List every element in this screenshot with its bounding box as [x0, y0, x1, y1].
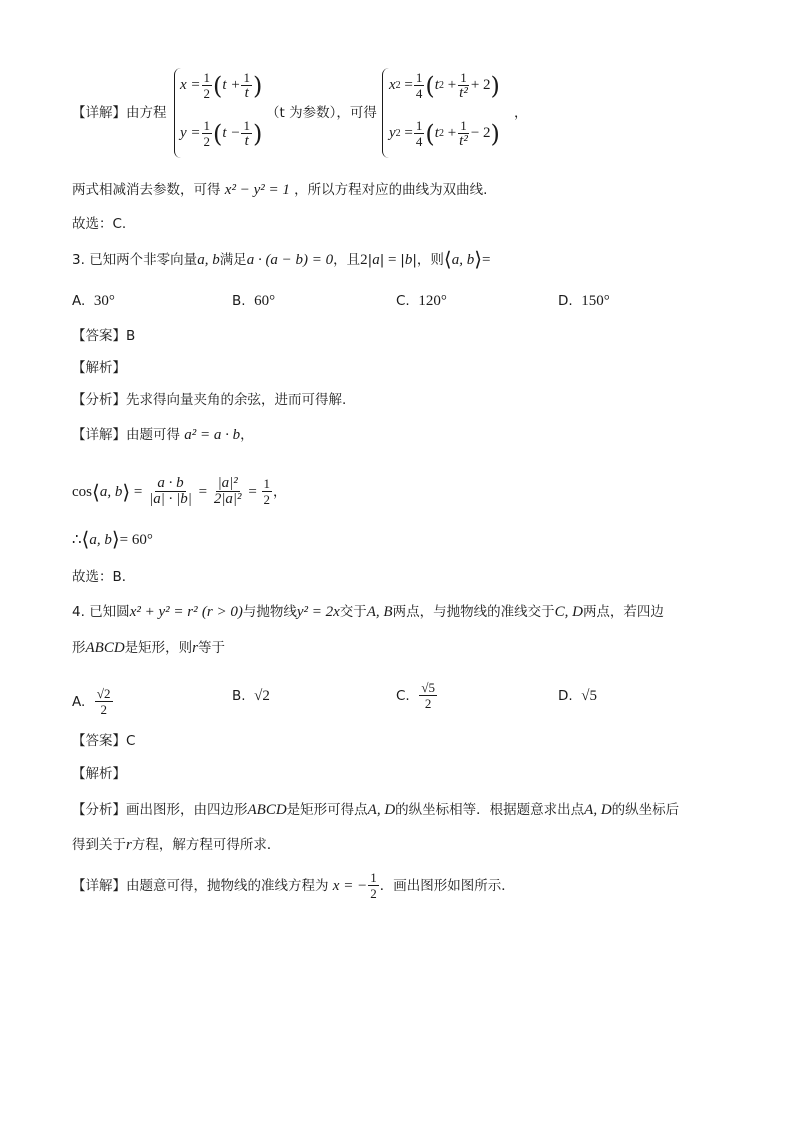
q3-jiexi: 【解析】 — [72, 360, 126, 376]
q3-option-a: A. 30° — [72, 293, 115, 309]
q3-option-d: D. 150° — [558, 293, 610, 309]
fraction-half: $\frac{1}{2}$ — [203, 70, 211, 101]
q3-option-c: C. 120° — [396, 293, 447, 309]
q4-jiexi: 【解析】 — [72, 766, 126, 782]
vector-condition: a · (a − b) = 0 — [246, 252, 334, 268]
question-number: 3. — [72, 252, 85, 268]
q3-answer: 【答案】B — [72, 328, 136, 344]
question-3: 3. 已知两个非零向量a, b满足a · (a − b) = 0，且2|a| = |b|，则⟨a, b⟩= — [72, 247, 491, 271]
q3-analysis: 【分析】先求得向量夹角的余弦，进而可得解. — [72, 392, 347, 408]
q3-cos-line: cos ⟨ a, b ⟩ = $\frac{a \cdot b}{|a| \cdot |b|}$ = $\frac{\text{|a|²}}{\text{2|a|²}}$ = $\frac{1}{2}$ ， — [72, 475, 287, 507]
q4-detail: 【详解】 由题意可得，抛物线的准线方程为 x = − $\frac{1}{2}$ ．画出图形如图所示． — [72, 870, 515, 901]
q4-option-c: C. $\frac{√5}{2}$ — [396, 680, 435, 711]
hyperbola-line: 两式相减消去参数，可得 x² − y² = 1 ，所以方程对应的曲线为双曲线. — [72, 182, 488, 198]
detail-end-comma: ， — [514, 105, 528, 121]
choose-c-line: 故选：C. — [72, 216, 127, 232]
system-2-row-2: y 2 = $\frac{1}{4}$ ( t 2 + $\frac{1}{\text{t²}}$ − 2 ) — [389, 118, 500, 149]
hyperbola-equation: x² − y² = 1 — [224, 182, 290, 198]
detail-tag: 【详解】 — [72, 105, 126, 121]
detail-lead: 由方程 — [126, 105, 167, 121]
system-1-row-1: x = $\frac{1}{2}$ ( t + $\frac{1}{t}$ ) — [180, 70, 263, 101]
detail-1-line — [72, 103, 167, 123]
system-brace-2 — [382, 68, 389, 158]
q4-option-b: B. √2 — [232, 688, 270, 704]
q3-therefore: ∴⟨a, b⟩= 60° — [72, 527, 153, 551]
q4-answer: 【答案】C — [72, 733, 136, 749]
q3-choose: 故选：B． — [72, 569, 136, 585]
system-2-row-1: x 2 = $\frac{1}{4}$ ( t 2 + $\frac{1}{\text{t²}}$ + 2 ) — [389, 70, 500, 101]
q3-option-b: B. 60° — [232, 293, 276, 309]
q3-detail: 【详解】由题可得 a² = a · b， — [72, 427, 254, 443]
q4-option-d: D. √5 — [558, 688, 598, 704]
vector-pair: a, b — [197, 252, 220, 268]
system-1-row-2: y = $\frac{1}{2}$ ( t − $\frac{1}{t}$ ) — [180, 118, 263, 149]
question-4-line-2: 形ABCD是矩形，则r等于 — [72, 640, 226, 656]
q4-option-a: A. $\frac{√2}{2}$ — [72, 686, 111, 717]
detail-param-note: （t 为参数），可得 — [266, 105, 377, 121]
question-4-line-1: 4. 已知圆x² + y² = r² (r > 0)与抛物线y² = 2x交于A, B两点，与抛物线的准线交于C, D两点，若四边 — [72, 604, 664, 620]
q4-analysis-line-2: 得到关于r方程，解方程可得所求． — [72, 837, 281, 853]
q4-analysis-line-1: 【分析】画出图形，由四边形ABCD是矩形可得点A, D的纵坐标相等．根据题意求出点A, D的纵坐标后 — [72, 802, 680, 818]
